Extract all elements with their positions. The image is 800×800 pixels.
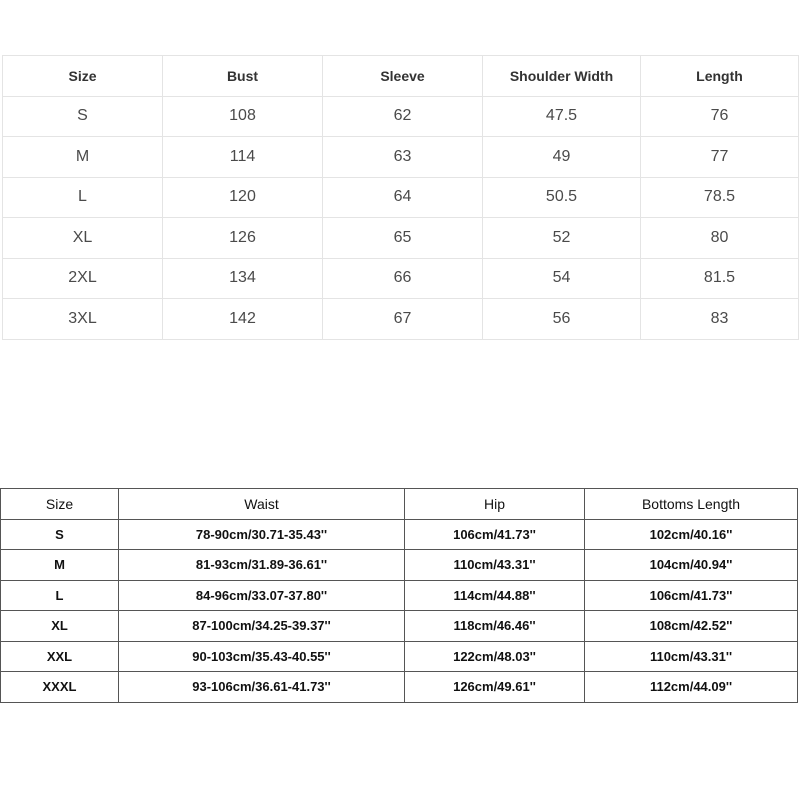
top-cell-length: 83 <box>641 299 799 340</box>
top-cell-bust: 126 <box>163 218 323 259</box>
top-table-row <box>3 258 799 299</box>
bottoms-cell-waist: 84-96cm/33.07-37.80'' <box>119 580 405 611</box>
top-table-header-row <box>3 56 799 97</box>
bottoms-cell-size: M <box>1 550 119 581</box>
top-table-row <box>3 177 799 218</box>
bottoms-table-header-row <box>1 489 798 520</box>
top-cell-sleeve: 67 <box>323 299 483 340</box>
top-cell-shoulder-width: 56 <box>483 299 641 340</box>
top-header-shoulder-width: Shoulder Width <box>483 56 641 97</box>
top-cell-sleeve: 62 <box>323 96 483 137</box>
top-cell-bust: 142 <box>163 299 323 340</box>
top-cell-sleeve: 66 <box>323 258 483 299</box>
top-cell-shoulder-width: 50.5 <box>483 177 641 218</box>
bottoms-table-row <box>1 672 798 703</box>
bottoms-cell-hip: 122cm/48.03'' <box>405 641 585 672</box>
bottoms-cell-length: 108cm/42.52'' <box>585 611 798 642</box>
bottoms-cell-length: 110cm/43.31'' <box>585 641 798 672</box>
top-cell-size: 2XL <box>3 258 163 299</box>
top-cell-length: 81.5 <box>641 258 799 299</box>
top-cell-size: M <box>3 137 163 178</box>
top-table-row <box>3 96 799 137</box>
bottoms-header-hip: Hip <box>405 489 585 520</box>
top-cell-size: L <box>3 177 163 218</box>
bottoms-table-row <box>1 611 798 642</box>
top-cell-bust: 134 <box>163 258 323 299</box>
top-header-length: Length <box>641 56 799 97</box>
top-cell-sleeve: 65 <box>323 218 483 259</box>
bottoms-cell-length: 102cm/40.16'' <box>585 519 798 550</box>
top-cell-sleeve: 64 <box>323 177 483 218</box>
bottoms-cell-waist: 93-106cm/36.61-41.73'' <box>119 672 405 703</box>
bottoms-header-size: Size <box>1 489 119 520</box>
top-table-row <box>3 218 799 259</box>
top-cell-size: S <box>3 96 163 137</box>
bottoms-cell-waist: 90-103cm/35.43-40.55'' <box>119 641 405 672</box>
top-cell-shoulder-width: 54 <box>483 258 641 299</box>
bottoms-cell-hip: 126cm/49.61'' <box>405 672 585 703</box>
top-header-bust: Bust <box>163 56 323 97</box>
bottoms-header-waist: Waist <box>119 489 405 520</box>
bottoms-table-row <box>1 519 798 550</box>
top-table-row <box>3 299 799 340</box>
top-cell-shoulder-width: 47.5 <box>483 96 641 137</box>
bottoms-table-row <box>1 550 798 581</box>
bottoms-cell-hip: 118cm/46.46'' <box>405 611 585 642</box>
bottoms-cell-hip: 106cm/41.73'' <box>405 519 585 550</box>
top-cell-length: 78.5 <box>641 177 799 218</box>
top-header-size: Size <box>3 56 163 97</box>
top-cell-bust: 114 <box>163 137 323 178</box>
bottoms-header-bottoms-length: Bottoms Length <box>585 489 798 520</box>
top-cell-length: 80 <box>641 218 799 259</box>
bottoms-cell-hip: 114cm/44.88'' <box>405 580 585 611</box>
top-size-chart-table <box>2 55 799 340</box>
bottoms-cell-waist: 87-100cm/34.25-39.37'' <box>119 611 405 642</box>
top-header-sleeve: Sleeve <box>323 56 483 97</box>
bottoms-cell-size: XXXL <box>1 672 119 703</box>
bottoms-cell-length: 106cm/41.73'' <box>585 580 798 611</box>
top-cell-shoulder-width: 52 <box>483 218 641 259</box>
bottoms-cell-hip: 110cm/43.31'' <box>405 550 585 581</box>
bottoms-cell-size: XL <box>1 611 119 642</box>
bottoms-cell-waist: 78-90cm/30.71-35.43'' <box>119 519 405 550</box>
top-cell-sleeve: 63 <box>323 137 483 178</box>
top-cell-size: XL <box>3 218 163 259</box>
bottoms-cell-size: S <box>1 519 119 550</box>
bottoms-size-chart-table <box>0 488 798 703</box>
top-cell-shoulder-width: 49 <box>483 137 641 178</box>
bottoms-cell-length: 112cm/44.09'' <box>585 672 798 703</box>
bottoms-cell-length: 104cm/40.94'' <box>585 550 798 581</box>
bottoms-table-row <box>1 641 798 672</box>
top-cell-length: 76 <box>641 96 799 137</box>
bottoms-cell-size: L <box>1 580 119 611</box>
top-cell-bust: 120 <box>163 177 323 218</box>
top-table-row <box>3 137 799 178</box>
bottoms-table-row <box>1 580 798 611</box>
top-cell-bust: 108 <box>163 96 323 137</box>
top-cell-size: 3XL <box>3 299 163 340</box>
bottoms-cell-waist: 81-93cm/31.89-36.61'' <box>119 550 405 581</box>
top-cell-length: 77 <box>641 137 799 178</box>
bottoms-cell-size: XXL <box>1 641 119 672</box>
